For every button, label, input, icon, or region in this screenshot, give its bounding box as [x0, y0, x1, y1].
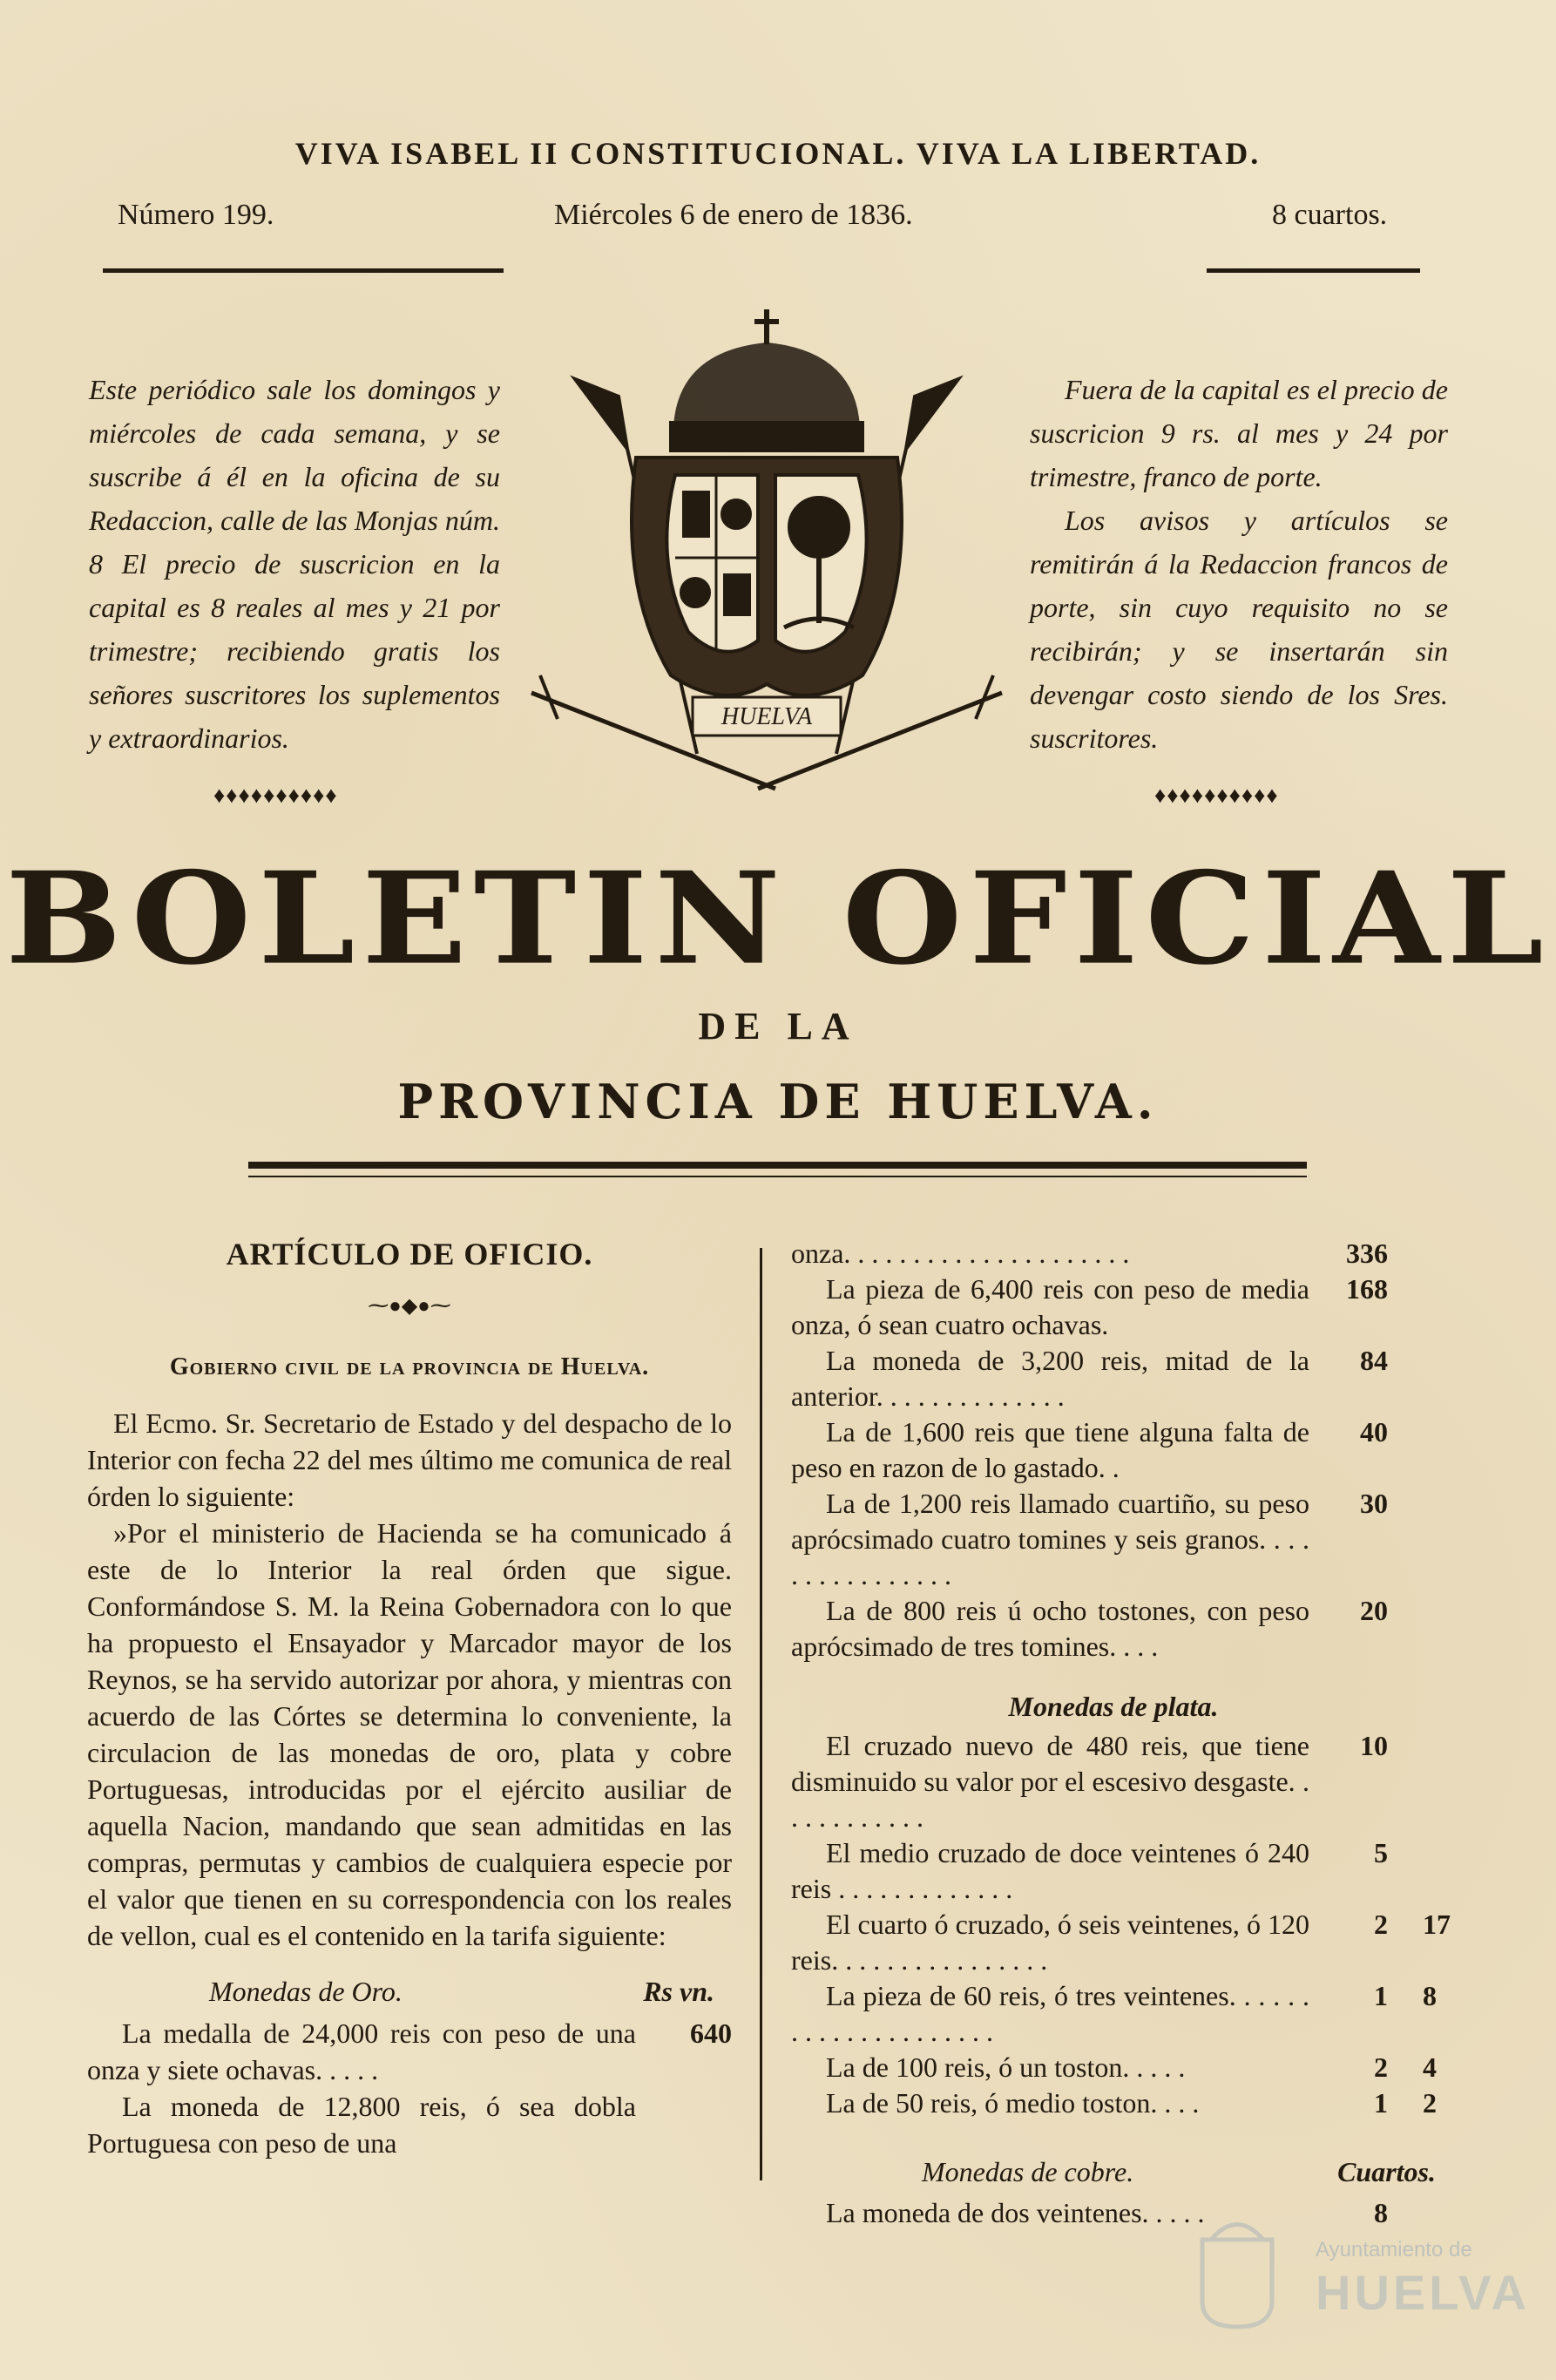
- subscription-notice-right: [1030, 368, 1448, 760]
- row-value: 30: [1360, 1488, 1388, 1519]
- header-rule-right: [1207, 268, 1420, 273]
- right-column: [791, 1236, 1451, 2231]
- row-value: 168: [1346, 1273, 1388, 1305]
- table-row: [791, 1414, 1436, 1486]
- row-text: La moneda de 12,800 reis, ó sea dobla Portuguesa con peso de una: [87, 2091, 636, 2159]
- table-row: [791, 1835, 1436, 1907]
- watermark-big: HUELVA: [1316, 2265, 1530, 2320]
- masthead-rule-thin: [248, 1176, 1307, 1177]
- gold-heading: Monedas de Oro.: [209, 1976, 403, 2007]
- row-value: 40: [1360, 1416, 1388, 1448]
- row-value-2: 17: [1423, 1909, 1451, 1940]
- masthead-de-la: DE LA: [698, 1005, 858, 1048]
- coat-of-arms: [523, 301, 1011, 845]
- row-value: 10: [1360, 1730, 1388, 1761]
- table-row: [791, 2085, 1436, 2121]
- table-row: [791, 1593, 1436, 1665]
- row-text: La pieza de 60 reis, ó tres veintenes. . . . . . . . . . . . . . . . . . . . .: [791, 1980, 1309, 2047]
- row-text: La de 1,200 reis llamado cuartiño, su peso aprócsimado cuatro tomines y seis granos. . . . . . . . . . . . . . . .: [791, 1488, 1309, 1590]
- header-rule-left: [103, 268, 504, 273]
- row-value: 1: [1374, 2087, 1388, 2119]
- copper-table-header: [791, 2154, 1436, 2190]
- left-column: [87, 1236, 732, 2161]
- masthead-rule-thick: [248, 1162, 1307, 1169]
- row-value: 1: [1374, 1980, 1388, 2011]
- notice-right-1: Fuera de la capital es el precio de suscricion 9 rs. al mes y 24 por trimestre, franco de porte.: [1030, 374, 1448, 492]
- row-value: 5: [1374, 1837, 1388, 1868]
- article-paragraph-1: El Ecmo. Sr. Secretario de Estado y del despacho de lo Interior con fecha 22 del mes último me comunica de real órden lo siguiente:: [87, 1407, 732, 1512]
- row-value: 336: [1346, 1237, 1388, 1269]
- row-value: 8: [1374, 2197, 1388, 2228]
- government-heading: Gobierno civil de la provincia de Huelva.: [169, 1353, 650, 1380]
- ornament-right: ♦♦♦♦♦♦♦♦♦♦: [1154, 783, 1279, 808]
- row-text: La medalla de 24,000 reis con peso de una onza y siete ochavas. . . . .: [87, 2017, 636, 2085]
- row-text: La pieza de 6,400 reis con peso de media onza, ó sean cuatro ochavas.: [791, 1273, 1309, 1340]
- motto: VIVA ISABEL II CONSTITUCIONAL. VIVA LA LIBERTAD.: [294, 136, 1262, 171]
- table-row: [791, 1978, 1436, 2050]
- copper-heading: Monedas de cobre.: [922, 2156, 1134, 2187]
- issue-number: Número 199.: [118, 199, 274, 231]
- row-text: La de 1,600 reis que tiene alguna falta de peso en razon de lo gastado. .: [791, 1416, 1309, 1483]
- table-row: [791, 1907, 1451, 1978]
- table-row: [87, 2015, 732, 2088]
- row-value: 20: [1360, 1595, 1388, 1626]
- notice-right-2: Los avisos y artículos se remitirán á la Redaccion francos de porte, sin cuyo requisito no se recibirán; y se insertarán sin devengar costo siendo de los Sres. suscritores.: [1030, 505, 1448, 754]
- article-ornament: ⁓●◆●⁓: [368, 1295, 451, 1318]
- table-row: [791, 1486, 1436, 1593]
- watermark-small: Ayuntamiento de: [1316, 2238, 1472, 2261]
- row-text: El cruzado nuevo de 480 reis, que tiene disminuido su valor por el escesivo desgaste. . . . . . . . . . . .: [791, 1730, 1309, 1833]
- table-row: [791, 2050, 1436, 2085]
- gold-table-header: [87, 1973, 732, 2010]
- row-text: La moneda de 3,200 reis, mitad de la anterior. . . . . . . . . . . . . .: [791, 1345, 1309, 1412]
- gold-unit: Rs vn.: [643, 1976, 714, 2007]
- row-text: La de 100 reis, ó un toston. . . . .: [826, 2051, 1186, 2083]
- ornament-left: ♦♦♦♦♦♦♦♦♦♦: [213, 783, 338, 808]
- table-row: [791, 1728, 1436, 1835]
- row-text: onza. . . . . . . . . . . . . . . . . . . . .: [791, 1237, 1130, 1269]
- row-text: El cuarto ó cruzado, ó seis veintenes, ó 120 reis. . . . . . . . . . . . . . . .: [791, 1909, 1309, 1976]
- issue-price: 8 cuartos.: [1272, 199, 1388, 231]
- row-value-2: 4: [1423, 2051, 1437, 2083]
- table-row: [791, 1271, 1436, 1343]
- row-value-2: 8: [1423, 1980, 1437, 2011]
- article-title: ARTÍCULO DE OFICIO.: [226, 1237, 593, 1271]
- table-row: [791, 1236, 1436, 1271]
- row-text: La moneda de dos veintenes. . . . .: [826, 2197, 1205, 2228]
- table-row: [791, 1343, 1436, 1414]
- row-value-2: 2: [1423, 2087, 1437, 2119]
- copper-unit: Cuartos.: [1337, 2156, 1436, 2187]
- row-value: 640: [690, 2017, 732, 2049]
- issue-date: Miércoles 6 de enero de 1836.: [554, 199, 913, 231]
- silver-heading: Monedas de plata.: [1008, 1691, 1219, 1722]
- row-text: La de 800 reis ú ocho tostones, con peso aprócsimado de tres tomines. . . .: [791, 1595, 1309, 1662]
- table-row: [87, 2088, 732, 2161]
- crest-banner: HUELVA: [720, 703, 813, 730]
- row-value: 2: [1374, 2051, 1388, 2083]
- column-divider: [760, 1248, 762, 2180]
- spacer: [791, 2121, 1436, 2146]
- row-text: El medio cruzado de doce veintenes ó 240 reis . . . . . . . . . . . . .: [791, 1837, 1309, 1904]
- subscription-notice-left: Este periódico sale los domingos y miércoles de cada semana, y se suscribe á él en la oficina de su Redaccion, calle de las Monjas núm. 8 El precio de suscricion en la capital es 8 reales al mes y 21 por trimestre; recibiendo gratis los señores suscritores los suplementos y extraordinarios.: [89, 374, 500, 754]
- masthead-title: BOLETIN OFICIAL: [5, 844, 1551, 993]
- masthead-provincia: PROVINCIA DE HUELVA.: [397, 1074, 1159, 1129]
- row-text: La de 50 reis, ó medio toston. . . .: [826, 2087, 1200, 2119]
- article-paragraph-2: »Por el ministerio de Hacienda se ha comunicado á este de lo Interior la real órden que sigue. Conformándose S. M. la Reina Gobernadora con lo que ha propuesto el Ensayador y Marcador mayor de los Reynos, se ha servido autorizar por ahora, y mientras con acuerdo de las Córtes se determina lo conveniente, la circulacion de las monedas de oro, plata y cobre Portuguesas, introducidas por el ejército ausiliar de aquella Nacion, mandando que sean admitidas en las compras, permutas y cambios de cualquiera especie por el valor que tienen en su correspondencia con los reales de vellon, cual es el contenido en la tarifa siguiente:: [87, 1517, 732, 1951]
- row-value: 84: [1360, 1345, 1388, 1376]
- row-value: 2: [1374, 1909, 1388, 1940]
